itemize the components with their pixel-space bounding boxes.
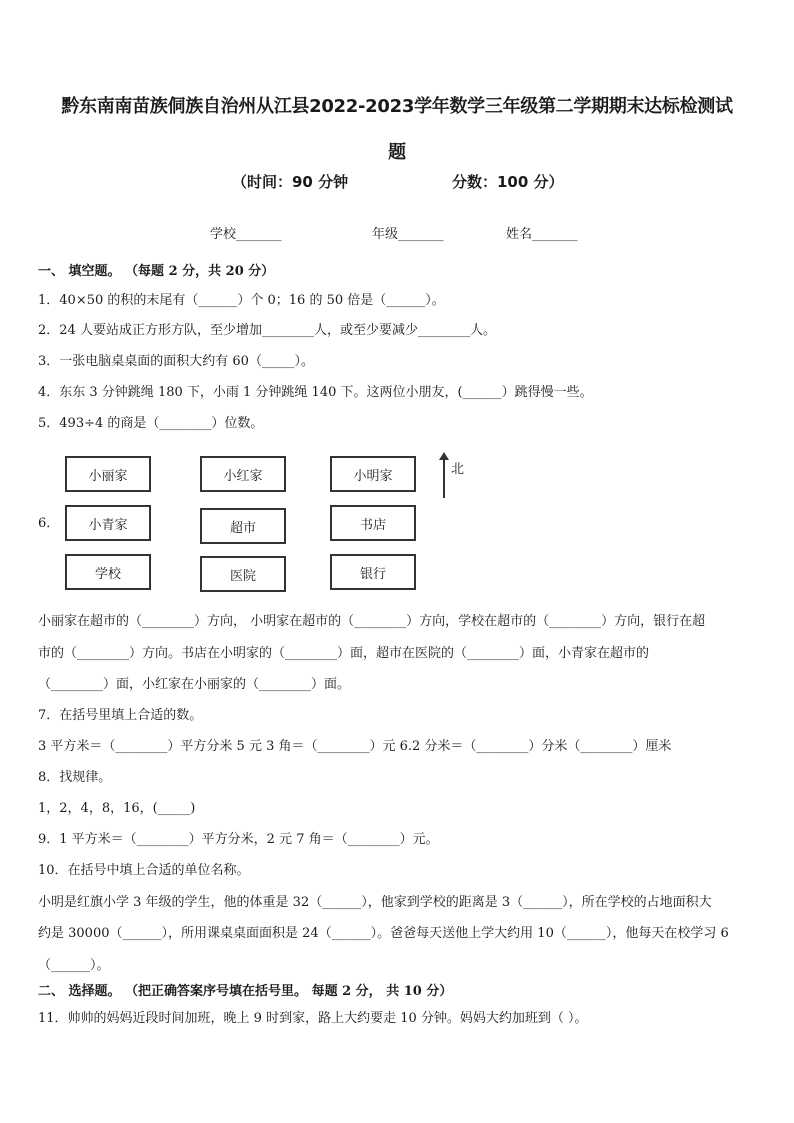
section-1-heading: 一、 填空题。 （每题 2 分，共 20 分）: [38, 264, 275, 279]
map-cell-xiaoqing-home: 小青家: [65, 505, 151, 541]
question-5: 5．493÷4 的商是（________）位数。: [38, 416, 264, 431]
question-11: 11．帅帅的妈妈近段时间加班，晚上 9 时到家，路上大约要走 10 分钟。妈妈大约加班到（ ）。: [38, 1011, 588, 1026]
exam-score: 分数：100 分）: [452, 173, 564, 191]
question-8: 8．找规律。: [38, 770, 112, 785]
question-10-line-2: 约是 30000（______），所用课桌桌面面积是 24（______）。爸爸每天送他上学大约用 10（______），他每天在校学习 6: [38, 926, 729, 941]
map-cell-school: 学校: [65, 554, 151, 590]
map-cell-xiaoli-home: 小丽家: [65, 456, 151, 492]
section-2-heading: 二、 选择题。 （把正确答案序号填在括号里。 每题 2 分， 共 10 分）: [38, 984, 453, 999]
question-6-text-1: 小丽家在超市的（________）方向， 小明家在超市的（________）方向，学校在超市的（________）方向，银行在超: [38, 614, 706, 629]
north-label: 北: [451, 462, 465, 477]
question-6-text-3: （________）面，小红家在小丽家的（________）面。: [38, 677, 351, 692]
question-9: 9．1 平方米＝（________）平方分米，2 元 7 角＝（________）元。: [38, 832, 439, 847]
map-cell-bookstore: 书店: [330, 505, 416, 541]
name-field: 姓名_______: [506, 227, 578, 242]
question-3: 3．一张电脑桌桌面的面积大约有 60（_____）。: [38, 354, 314, 369]
page-title: [30, 84, 764, 176]
question-6-number: 6．: [38, 516, 60, 531]
school-field: 学校_______: [210, 227, 282, 242]
question-10-line-3: （______）。: [38, 958, 110, 973]
question-2: 2．24 人要站成正方形方队，至少增加________人，或至少要减少________人。: [38, 323, 496, 338]
question-10: 10．在括号中填上合适的单位名称。: [38, 863, 250, 878]
question-1: 1．40×50 的积的末尾有（______）个 0；16 的 50 倍是（______）。: [38, 293, 445, 308]
title-line-1: 黔东南南苗族侗族自治州从江县2022-2023学年数学三年级第二学期期末达标检测试: [61, 96, 733, 117]
question-4: 4．东东 3 分钟跳绳 180 下，小雨 1 分钟跳绳 140 下。这两位小朋友，(______）跳得慢一些。: [38, 385, 593, 400]
question-7: 7．在括号里填上合适的数。: [38, 708, 203, 723]
question-8-line: 1，2，4，8，16，(_____): [38, 801, 196, 816]
question-10-line-1: 小明是红旗小学 3 年级的学生，他的体重是 32（______），他家到学校的距离是 3（______），所在学校的占地面积大: [38, 895, 712, 910]
map-cell-hospital: 医院: [200, 556, 286, 592]
map-cell-xiaohong-home: 小红家: [200, 456, 286, 492]
title-line-2: 题: [388, 142, 406, 163]
map-cell-bank: 银行: [330, 554, 416, 590]
north-arrow-icon: [443, 458, 445, 498]
question-7-line: 3 平方米＝（________）平方分米 5 元 3 角＝（________）元 6.2 分米＝（________）分米（________）厘米: [38, 739, 672, 754]
map-cell-supermarket: 超市: [200, 508, 286, 544]
exam-time: （时间：90 分钟: [232, 173, 349, 191]
question-6-text-2: 市的（________）方向。书店在小明家的（________）面，超市在医院的（________）面，小青家在超市的: [38, 646, 650, 661]
grade-field: 年级_______: [372, 227, 444, 242]
map-cell-xiaoming-home: 小明家: [330, 456, 416, 492]
